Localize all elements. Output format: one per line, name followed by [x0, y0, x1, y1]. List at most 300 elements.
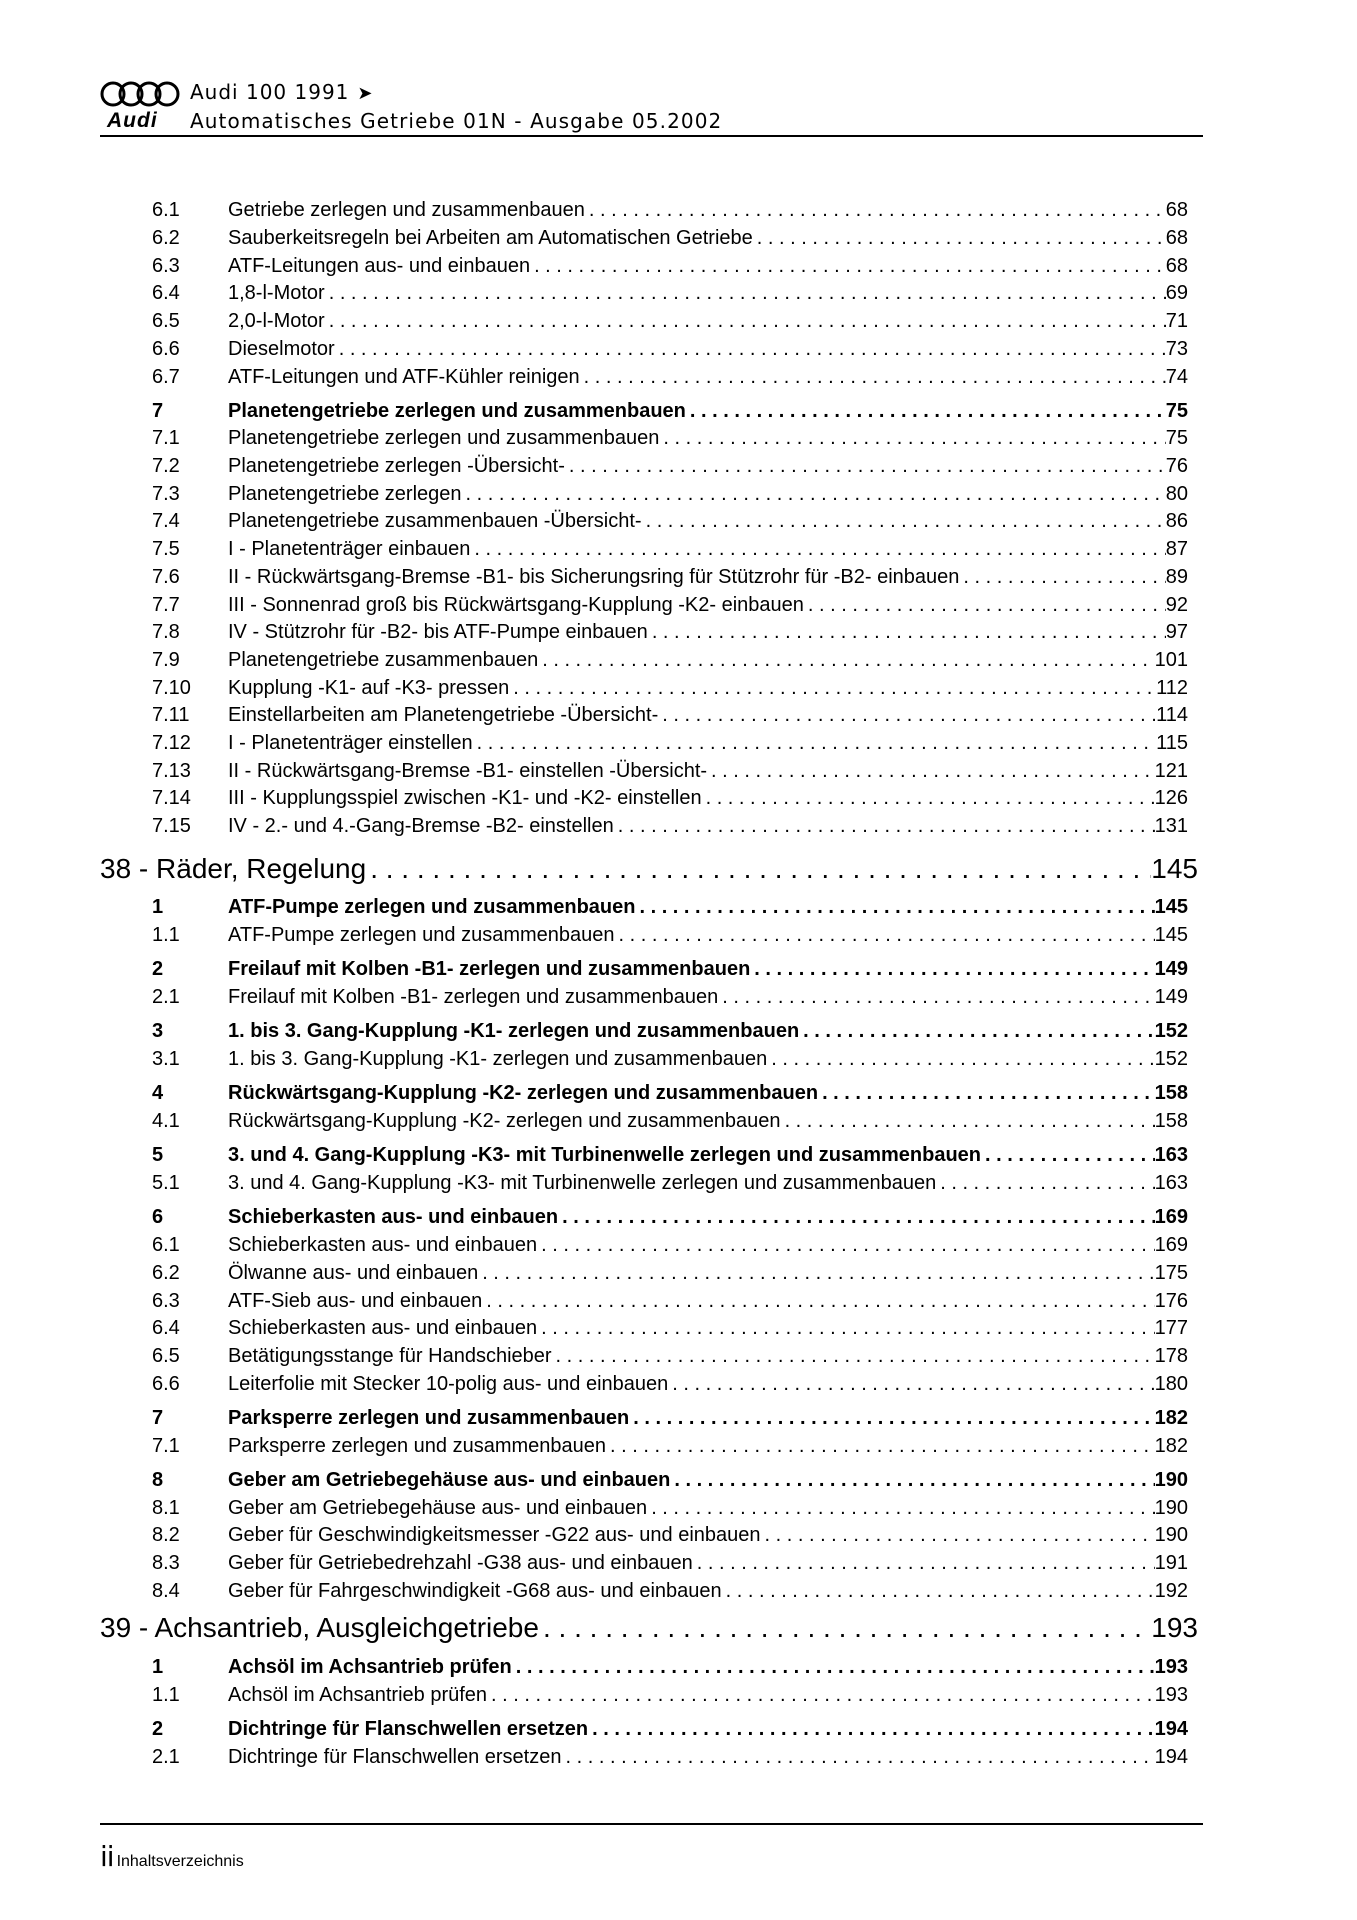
toc-entry-line [228, 619, 1188, 645]
toc-entry-page: 190 [1154, 1524, 1188, 1546]
toc-entry-line [228, 1204, 1188, 1230]
toc-dot-leader [629, 1405, 1154, 1431]
toc-entry-title: III - Kupplungsspiel zwischen -K1- und -K2- einstellen [228, 787, 702, 809]
toc-entry-page: 145 [1151, 853, 1198, 884]
toc-entry-number: 6.2 [152, 227, 180, 249]
toc-dot-leader [539, 1610, 1151, 1646]
toc-entry-number: 2.1 [152, 1746, 180, 1768]
toc-entry-number: 1.1 [152, 924, 180, 946]
toc-entry-line [228, 1260, 1188, 1286]
toc-dot-leader [818, 1080, 1155, 1106]
toc-entry-title: 1. bis 3. Gang-Kupplung -K1- zerlegen und zusammenbauen [228, 1020, 800, 1042]
page-footer [100, 1840, 244, 1873]
toc-entry-number: 4 [152, 1082, 164, 1104]
toc-subsection-entry[interactable] [152, 1495, 1188, 1521]
toc-entry-line [228, 1550, 1188, 1576]
toc-entry-line [228, 1018, 1188, 1044]
toc-entry-title: I - Planetenträger einstellen [228, 732, 473, 754]
toc-subsection-entry[interactable] [152, 813, 1188, 839]
toc-subsection-entry[interactable] [152, 1371, 1188, 1397]
toc-entry-title: Getriebe zerlegen und zusammenbauen [228, 199, 585, 221]
toc-entry-line [100, 1610, 1198, 1646]
toc-entry-page: 68 [1165, 199, 1188, 221]
toc-entry-title: ATF-Sieb aus- und einbauen [228, 1290, 483, 1312]
toc-entry-page: 97 [1165, 621, 1188, 643]
toc-dot-leader [482, 1288, 1154, 1314]
toc-entry-title: Geber für Geschwindigkeitsmesser -G22 aus- und einbauen [228, 1524, 761, 1546]
toc-entry-title: IV - Stützrohr für -B2- bis ATF-Pumpe einbauen [228, 621, 648, 643]
toc-dot-leader [635, 894, 1154, 920]
toc-dot-leader [538, 647, 1154, 673]
toc-entry-title: Schieberkasten aus- und einbauen [228, 1206, 559, 1228]
toc-entry-page: 191 [1154, 1552, 1188, 1574]
toc-entry-line [228, 508, 1188, 534]
toc-entry-number: 2 [152, 958, 164, 980]
toc-dot-leader [325, 280, 1166, 306]
toc-entry-number: 3.1 [152, 1048, 180, 1070]
toc-subsection-entry[interactable] [152, 508, 1188, 534]
toc-entry-page: 68 [1165, 255, 1188, 277]
toc-dot-leader [614, 813, 1155, 839]
header-model-text: Audi 100 1991 [190, 80, 350, 104]
toc-entry-page: 76 [1165, 455, 1188, 477]
toc-entry-line [228, 308, 1188, 334]
toc-subsection-entry[interactable] [152, 675, 1188, 701]
toc-entry-number: 1 [152, 1656, 164, 1678]
toc-entry-line [228, 364, 1188, 390]
toc-dot-leader [473, 730, 1157, 756]
toc-dot-leader [558, 1204, 1155, 1230]
toc-entry-title: 3. und 4. Gang-Kupplung -K3- mit Turbinenwelle zerlegen und zusammenbauen [228, 1144, 982, 1166]
toc-entry-line [228, 1142, 1188, 1168]
toc-dot-leader [804, 592, 1166, 618]
toc-subsection-entry[interactable] [152, 1288, 1188, 1314]
toc-entry-page: 158 [1154, 1110, 1188, 1132]
toc-dot-leader [562, 1744, 1155, 1770]
toc-entry-title: Rückwärtsgang-Kupplung -K2- zerlegen und zusammenbauen [228, 1082, 819, 1104]
toc-entry-line [228, 702, 1188, 728]
toc-dot-leader [647, 1495, 1154, 1521]
toc-entry-number: 6.7 [152, 366, 180, 388]
toc-subsection-entry[interactable] [152, 1522, 1188, 1548]
toc-entry-line [228, 481, 1188, 507]
toc-entry-page: 193 [1154, 1684, 1188, 1706]
toc-dot-leader [580, 364, 1166, 390]
toc-entry-title: Planetengetriebe zusammenbauen -Übersicht- [228, 510, 642, 532]
toc-section-entry[interactable] [152, 1204, 1188, 1230]
toc-entry-line [228, 1682, 1188, 1708]
toc-entry-title: II - Rückwärtsgang-Bremse -B1- bis Sicherungsring für Stützrohr für -B2- einbauen [228, 566, 960, 588]
toc-entry-page: 75 [1165, 427, 1188, 449]
toc-entry-line [228, 1578, 1188, 1604]
toc-entry-line [228, 894, 1188, 920]
toc-section-entry[interactable] [152, 1080, 1188, 1106]
toc-entry-line [228, 922, 1188, 948]
toc-entry-title: Kupplung -K1- auf -K3- pressen [228, 677, 510, 699]
toc-entry-number: 7.13 [152, 760, 191, 782]
toc-entry-page: 158 [1154, 1082, 1188, 1104]
toc-dot-leader [781, 1108, 1155, 1134]
toc-entry-title: Planetengetriebe zerlegen und zusammenbauen [228, 400, 686, 422]
toc-entry-number: 6.4 [152, 282, 180, 304]
toc-entry-title: Parksperre zerlegen und zusammenbauen [228, 1435, 606, 1457]
toc-entry-number: 6.5 [152, 1345, 180, 1367]
audi-wordmark: Audi [107, 109, 158, 132]
toc-dot-leader [702, 785, 1155, 811]
toc-section-entry[interactable] [152, 894, 1188, 920]
toc-dot-leader [750, 956, 1154, 982]
toc-entry-line [228, 1046, 1188, 1072]
toc-entry-number: 3 [152, 1020, 164, 1042]
toc-section-entry[interactable] [152, 1142, 1188, 1168]
toc-entry-number: 8.1 [152, 1497, 180, 1519]
toc-dot-leader [537, 1315, 1155, 1341]
toc-subsection-entry[interactable] [152, 564, 1188, 590]
toc-entry-line [228, 336, 1188, 362]
toc-entry-page: 149 [1154, 958, 1188, 980]
toc-dot-leader [335, 336, 1166, 362]
toc-subsection-entry[interactable] [152, 619, 1188, 645]
toc-subsection-entry[interactable] [152, 481, 1188, 507]
toc-dot-leader [552, 1343, 1155, 1369]
toc-subsection-entry[interactable] [152, 1682, 1188, 1708]
toc-entry-number: 7 [152, 400, 164, 422]
toc-entry-title: IV - 2.- und 4.-Gang-Bremse -B2- einstellen [228, 815, 614, 837]
header-subtitle: Automatisches Getriebe 01N - Ausgabe 05.2002 [190, 109, 723, 133]
toc-dot-leader [761, 1522, 1155, 1548]
toc-entry-page: 177 [1154, 1317, 1188, 1339]
toc-subsection-entry[interactable] [152, 336, 1188, 362]
toc-entry-number: 6.1 [152, 1234, 180, 1256]
toc-entry-number: 7.10 [152, 677, 191, 699]
toc-dot-leader [509, 675, 1156, 701]
arrow-right-icon: ➤ [357, 83, 374, 104]
toc-entry-line [228, 984, 1188, 1010]
toc-entry-number: 7.7 [152, 594, 180, 616]
toc-entry-title: Geber am Getriebegehäuse aus- und einbauen [228, 1497, 648, 1519]
toc-entry-line [228, 253, 1188, 279]
toc-entry-title: Dieselmotor [228, 338, 335, 360]
toc-entry-title: Geber für Getriebedrehzahl -G38 aus- und einbauen [228, 1552, 693, 1574]
toc-entry-page: 114 [1156, 704, 1188, 726]
toc-entry-number: 1.1 [152, 1684, 180, 1706]
toc-entry-line [228, 1232, 1188, 1258]
toc-entry-line [228, 280, 1188, 306]
toc-entry-title: ATF-Pumpe zerlegen und zusammenbauen [228, 924, 615, 946]
toc-entry-page: 89 [1165, 566, 1188, 588]
toc-entry-page: 112 [1156, 677, 1188, 699]
toc-section-entry[interactable] [152, 1467, 1188, 1493]
toc-entry-page: 145 [1154, 924, 1188, 946]
toc-subsection-entry[interactable] [152, 1578, 1188, 1604]
toc-section-entry[interactable] [152, 956, 1188, 982]
toc-entry-page: 92 [1165, 594, 1188, 616]
toc-dot-leader [767, 1046, 1154, 1072]
toc-entry-page: 152 [1154, 1020, 1188, 1042]
toc-entry-page: 193 [1151, 1612, 1198, 1643]
toc-subsection-entry[interactable] [152, 364, 1188, 390]
toc-dot-leader [530, 253, 1166, 279]
toc-entry-line [228, 1716, 1188, 1742]
toc-entry-page: 180 [1154, 1373, 1188, 1395]
toc-entry-line [228, 1343, 1188, 1369]
toc-entry-page: 73 [1165, 338, 1188, 360]
toc-entry-title: Planetengetriebe zerlegen [228, 483, 462, 505]
toc-entry-page: 69 [1165, 282, 1188, 304]
toc-dot-leader [648, 619, 1166, 645]
toc-entry-line [100, 851, 1198, 887]
toc-entry-title: Planetengetriebe zerlegen -Übersicht- [228, 455, 565, 477]
toc-entry-line [228, 1522, 1188, 1548]
toc-entry-page: 192 [1154, 1580, 1188, 1602]
toc-entry-page: 193 [1154, 1656, 1188, 1678]
toc-subsection-entry[interactable] [152, 425, 1188, 451]
toc-entry-number: 6.5 [152, 310, 180, 332]
toc-subsection-entry[interactable] [152, 1232, 1188, 1258]
toc-dot-leader [799, 1018, 1154, 1044]
toc-entry-number: 7.9 [152, 649, 180, 671]
toc-entry-page: 176 [1154, 1290, 1188, 1312]
toc-entry-page: 145 [1154, 896, 1188, 918]
toc-entry-title: 3. und 4. Gang-Kupplung -K3- mit Turbinenwelle zerlegen und zusammenbauen [228, 1172, 937, 1194]
toc-entry-line [228, 1467, 1188, 1493]
toc-entry-page: 75 [1165, 400, 1188, 422]
toc-entry-page: 126 [1154, 787, 1188, 809]
toc-subsection-entry[interactable] [152, 647, 1188, 673]
toc-entry-line [228, 425, 1188, 451]
toc-entry-title: III - Sonnenrad groß bis Rückwärtsgang-Kupplung -K2- einbauen [228, 594, 804, 616]
toc-entry-page: 194 [1154, 1718, 1188, 1740]
toc-entry-page: 152 [1154, 1048, 1188, 1070]
toc-entry-number: 6 [152, 1206, 164, 1228]
page-number: ii [100, 1840, 114, 1873]
toc-subsection-entry[interactable] [152, 453, 1188, 479]
toc-entry-number: 7.11 [152, 704, 190, 726]
toc-entry-page: 71 [1165, 310, 1188, 332]
toc-entry-line [228, 1080, 1188, 1106]
toc-entry-number: 7.6 [152, 566, 180, 588]
toc-entry-page: 149 [1154, 986, 1188, 1008]
toc-entry-number: 1 [152, 896, 164, 918]
toc-entry-page: 169 [1154, 1234, 1188, 1256]
toc-section-entry[interactable] [152, 1716, 1188, 1742]
toc-entry-page: 68 [1165, 227, 1188, 249]
toc-entry-number: 6.2 [152, 1262, 180, 1284]
toc-entry-line [228, 1371, 1188, 1397]
toc-subsection-entry[interactable] [152, 225, 1188, 251]
toc-entry-page: 163 [1154, 1144, 1188, 1166]
toc-entry-line [228, 453, 1188, 479]
toc-entry-line [228, 813, 1188, 839]
toc-entry-number: 6.1 [152, 199, 180, 221]
toc-entry-title: Freilauf mit Kolben -B1- zerlegen und zusammenbauen [228, 958, 751, 980]
toc-subsection-entry[interactable] [152, 592, 1188, 618]
toc-entry-number: 6.6 [152, 338, 180, 360]
toc-entry-page: 101 [1154, 649, 1188, 671]
toc-entry-title: Leiterfolie mit Stecker 10-polig aus- und einbauen [228, 1373, 669, 1395]
toc-entry-number: 6.3 [152, 255, 180, 277]
toc-dot-leader [981, 1142, 1155, 1168]
toc-entry-page: 190 [1154, 1497, 1188, 1519]
toc-subsection-entry[interactable] [152, 308, 1188, 334]
toc-entry-title: Geber für Fahrgeschwindigkeit -G68 aus- und einbauen [228, 1580, 722, 1602]
toc-dot-leader [707, 758, 1155, 784]
toc-dot-leader [606, 1433, 1155, 1459]
toc-entry-line [228, 536, 1188, 562]
toc-subsection-entry[interactable] [152, 197, 1188, 223]
footer-divider [100, 1823, 1203, 1825]
toc-dot-leader [462, 481, 1166, 507]
audi-logo [100, 80, 182, 130]
toc-entry-line [228, 1654, 1188, 1680]
toc-subsection-entry[interactable] [152, 984, 1188, 1010]
toc-dot-leader [470, 536, 1165, 562]
toc-subsection-entry[interactable] [152, 1170, 1188, 1196]
toc-subsection-entry[interactable] [152, 1433, 1188, 1459]
toc-entry-title: Schieberkasten aus- und einbauen [228, 1317, 538, 1339]
page-header [100, 78, 1203, 136]
toc-entry-page: 87 [1165, 538, 1188, 560]
toc-subsection-entry[interactable] [152, 1343, 1188, 1369]
toc-entry-line [228, 785, 1188, 811]
toc-entry-line [228, 1108, 1188, 1134]
toc-dot-leader [659, 425, 1165, 451]
toc-subsection-entry[interactable] [152, 253, 1188, 279]
toc-entry-title: ATF-Pumpe zerlegen und zusammenbauen [228, 896, 636, 918]
toc-entry-number: 8.3 [152, 1552, 180, 1574]
toc-entry-page: 163 [1154, 1172, 1188, 1194]
toc-entry-title: ATF-Leitungen und ATF-Kühler reinigen [228, 366, 580, 388]
toc-subsection-entry[interactable] [152, 922, 1188, 948]
toc-subsection-entry[interactable] [152, 1260, 1188, 1286]
toc-dot-leader [325, 308, 1166, 334]
toc-entry-number: 7.5 [152, 538, 180, 560]
toc-entry-page: 175 [1154, 1262, 1188, 1284]
toc-entry-number: 7.8 [152, 621, 180, 643]
toc-dot-leader [487, 1682, 1155, 1708]
toc-entry-line [228, 197, 1188, 223]
toc-entry-page: 169 [1154, 1206, 1188, 1228]
toc-dot-leader [366, 851, 1151, 887]
toc-entry-title: Schieberkasten aus- und einbauen [228, 1234, 538, 1256]
toc-chapter-entry[interactable] [100, 851, 1198, 887]
toc-entry-title: Parksperre zerlegen und zusammenbauen [228, 1407, 630, 1429]
toc-subsection-entry[interactable] [152, 1315, 1188, 1341]
toc-subsection-entry[interactable] [152, 1550, 1188, 1576]
toc-entry-line [228, 675, 1188, 701]
toc-dot-leader [718, 984, 1154, 1010]
toc-dot-leader [615, 922, 1155, 948]
toc-entry-page: 115 [1156, 732, 1188, 754]
toc-entry-title: Achsöl im Achsantrieb prüfen [228, 1656, 512, 1678]
toc-entry-line [228, 1744, 1188, 1770]
toc-entry-title: Geber am Getriebegehäuse aus- und einbauen [228, 1469, 671, 1491]
toc-entry-page: 121 [1154, 760, 1188, 782]
toc-dot-leader [670, 1467, 1154, 1493]
toc-entry-page: 80 [1165, 483, 1188, 505]
toc-entry-number: 7.1 [152, 427, 180, 449]
toc-dot-leader [585, 197, 1166, 223]
toc-dot-leader [936, 1170, 1154, 1196]
toc-entry-line [228, 730, 1188, 756]
toc-entry-title: Achsöl im Achsantrieb prüfen [228, 1684, 488, 1706]
toc-section-entry[interactable] [152, 398, 1188, 424]
toc-entry-line [228, 592, 1188, 618]
toc-subsection-entry[interactable] [152, 1108, 1188, 1134]
toc-subsection-entry[interactable] [152, 1046, 1188, 1072]
toc-entry-title: Dichtringe für Flanschwellen ersetzen [228, 1718, 589, 1740]
toc-entry-number: 7.14 [152, 787, 191, 809]
toc-chapter-entry[interactable] [100, 1610, 1198, 1646]
toc-subsection-entry[interactable] [152, 758, 1188, 784]
toc-subsection-entry[interactable] [152, 702, 1188, 728]
toc-entry-title: Freilauf mit Kolben -B1- zerlegen und zusammenbauen [228, 986, 719, 1008]
toc-dot-leader [512, 1654, 1155, 1680]
toc-dot-leader [722, 1578, 1155, 1604]
toc-entry-number: 8 [152, 1469, 164, 1491]
toc-entry-page: 86 [1165, 510, 1188, 532]
toc-dot-leader [668, 1371, 1154, 1397]
toc-entry-title: Planetengetriebe zerlegen und zusammenbauen [228, 427, 660, 449]
toc-entry-number: 7.15 [152, 815, 191, 837]
toc-entry-number: 5.1 [152, 1172, 180, 1194]
toc-entry-number: 7.4 [152, 510, 180, 532]
toc-entry-number: 4.1 [152, 1110, 180, 1132]
toc-entry-number: 8.4 [152, 1580, 180, 1602]
toc-entry-line [228, 564, 1188, 590]
toc-entry-line [228, 1288, 1188, 1314]
toc-entry-number: 7.2 [152, 455, 180, 477]
toc-dot-leader [658, 702, 1156, 728]
toc-entry-number: 7.1 [152, 1435, 180, 1457]
toc-section-entry[interactable] [152, 1018, 1188, 1044]
toc-entry-line [228, 1495, 1188, 1521]
toc-entry-line [228, 758, 1188, 784]
header-model [190, 80, 374, 104]
toc-entry-number: 6.3 [152, 1290, 180, 1312]
toc-subsection-entry[interactable] [152, 730, 1188, 756]
toc-subsection-entry[interactable] [152, 280, 1188, 306]
toc-entry-number: 6.6 [152, 1373, 180, 1395]
toc-dot-leader [588, 1716, 1155, 1742]
toc-entry-line [228, 1405, 1188, 1431]
toc-section-entry[interactable] [152, 1405, 1188, 1431]
toc-entry-title: Rückwärtsgang-Kupplung -K2- zerlegen und zusammenbauen [228, 1110, 781, 1132]
toc-entry-line [228, 1170, 1188, 1196]
toc-entry-title: I - Planetenträger einbauen [228, 538, 471, 560]
toc-entry-line [228, 225, 1188, 251]
toc-entry-number: 5 [152, 1144, 164, 1166]
toc-subsection-entry[interactable] [152, 1744, 1188, 1770]
toc-entry-line [228, 647, 1188, 673]
toc-subsection-entry[interactable] [152, 785, 1188, 811]
toc-entry-line [228, 956, 1188, 982]
footer-label: Inhaltsverzeichnis [116, 1853, 244, 1870]
toc-entry-page: 194 [1154, 1746, 1188, 1768]
toc-section-entry[interactable] [152, 1654, 1188, 1680]
toc-dot-leader [478, 1260, 1154, 1286]
toc-dot-leader [537, 1232, 1155, 1258]
toc-dot-leader [642, 508, 1166, 534]
toc-dot-leader [686, 398, 1166, 424]
toc-entry-number: 7.12 [152, 732, 191, 754]
toc-entry-page: 182 [1154, 1435, 1188, 1457]
toc-entry-number: 6.4 [152, 1317, 180, 1339]
toc-subsection-entry[interactable] [152, 536, 1188, 562]
toc-entry-title: 38 - Räder, Regelung [100, 853, 367, 884]
toc-dot-leader [693, 1550, 1155, 1576]
toc-entry-title: 1. bis 3. Gang-Kupplung -K1- zerlegen und zusammenbauen [228, 1048, 768, 1070]
